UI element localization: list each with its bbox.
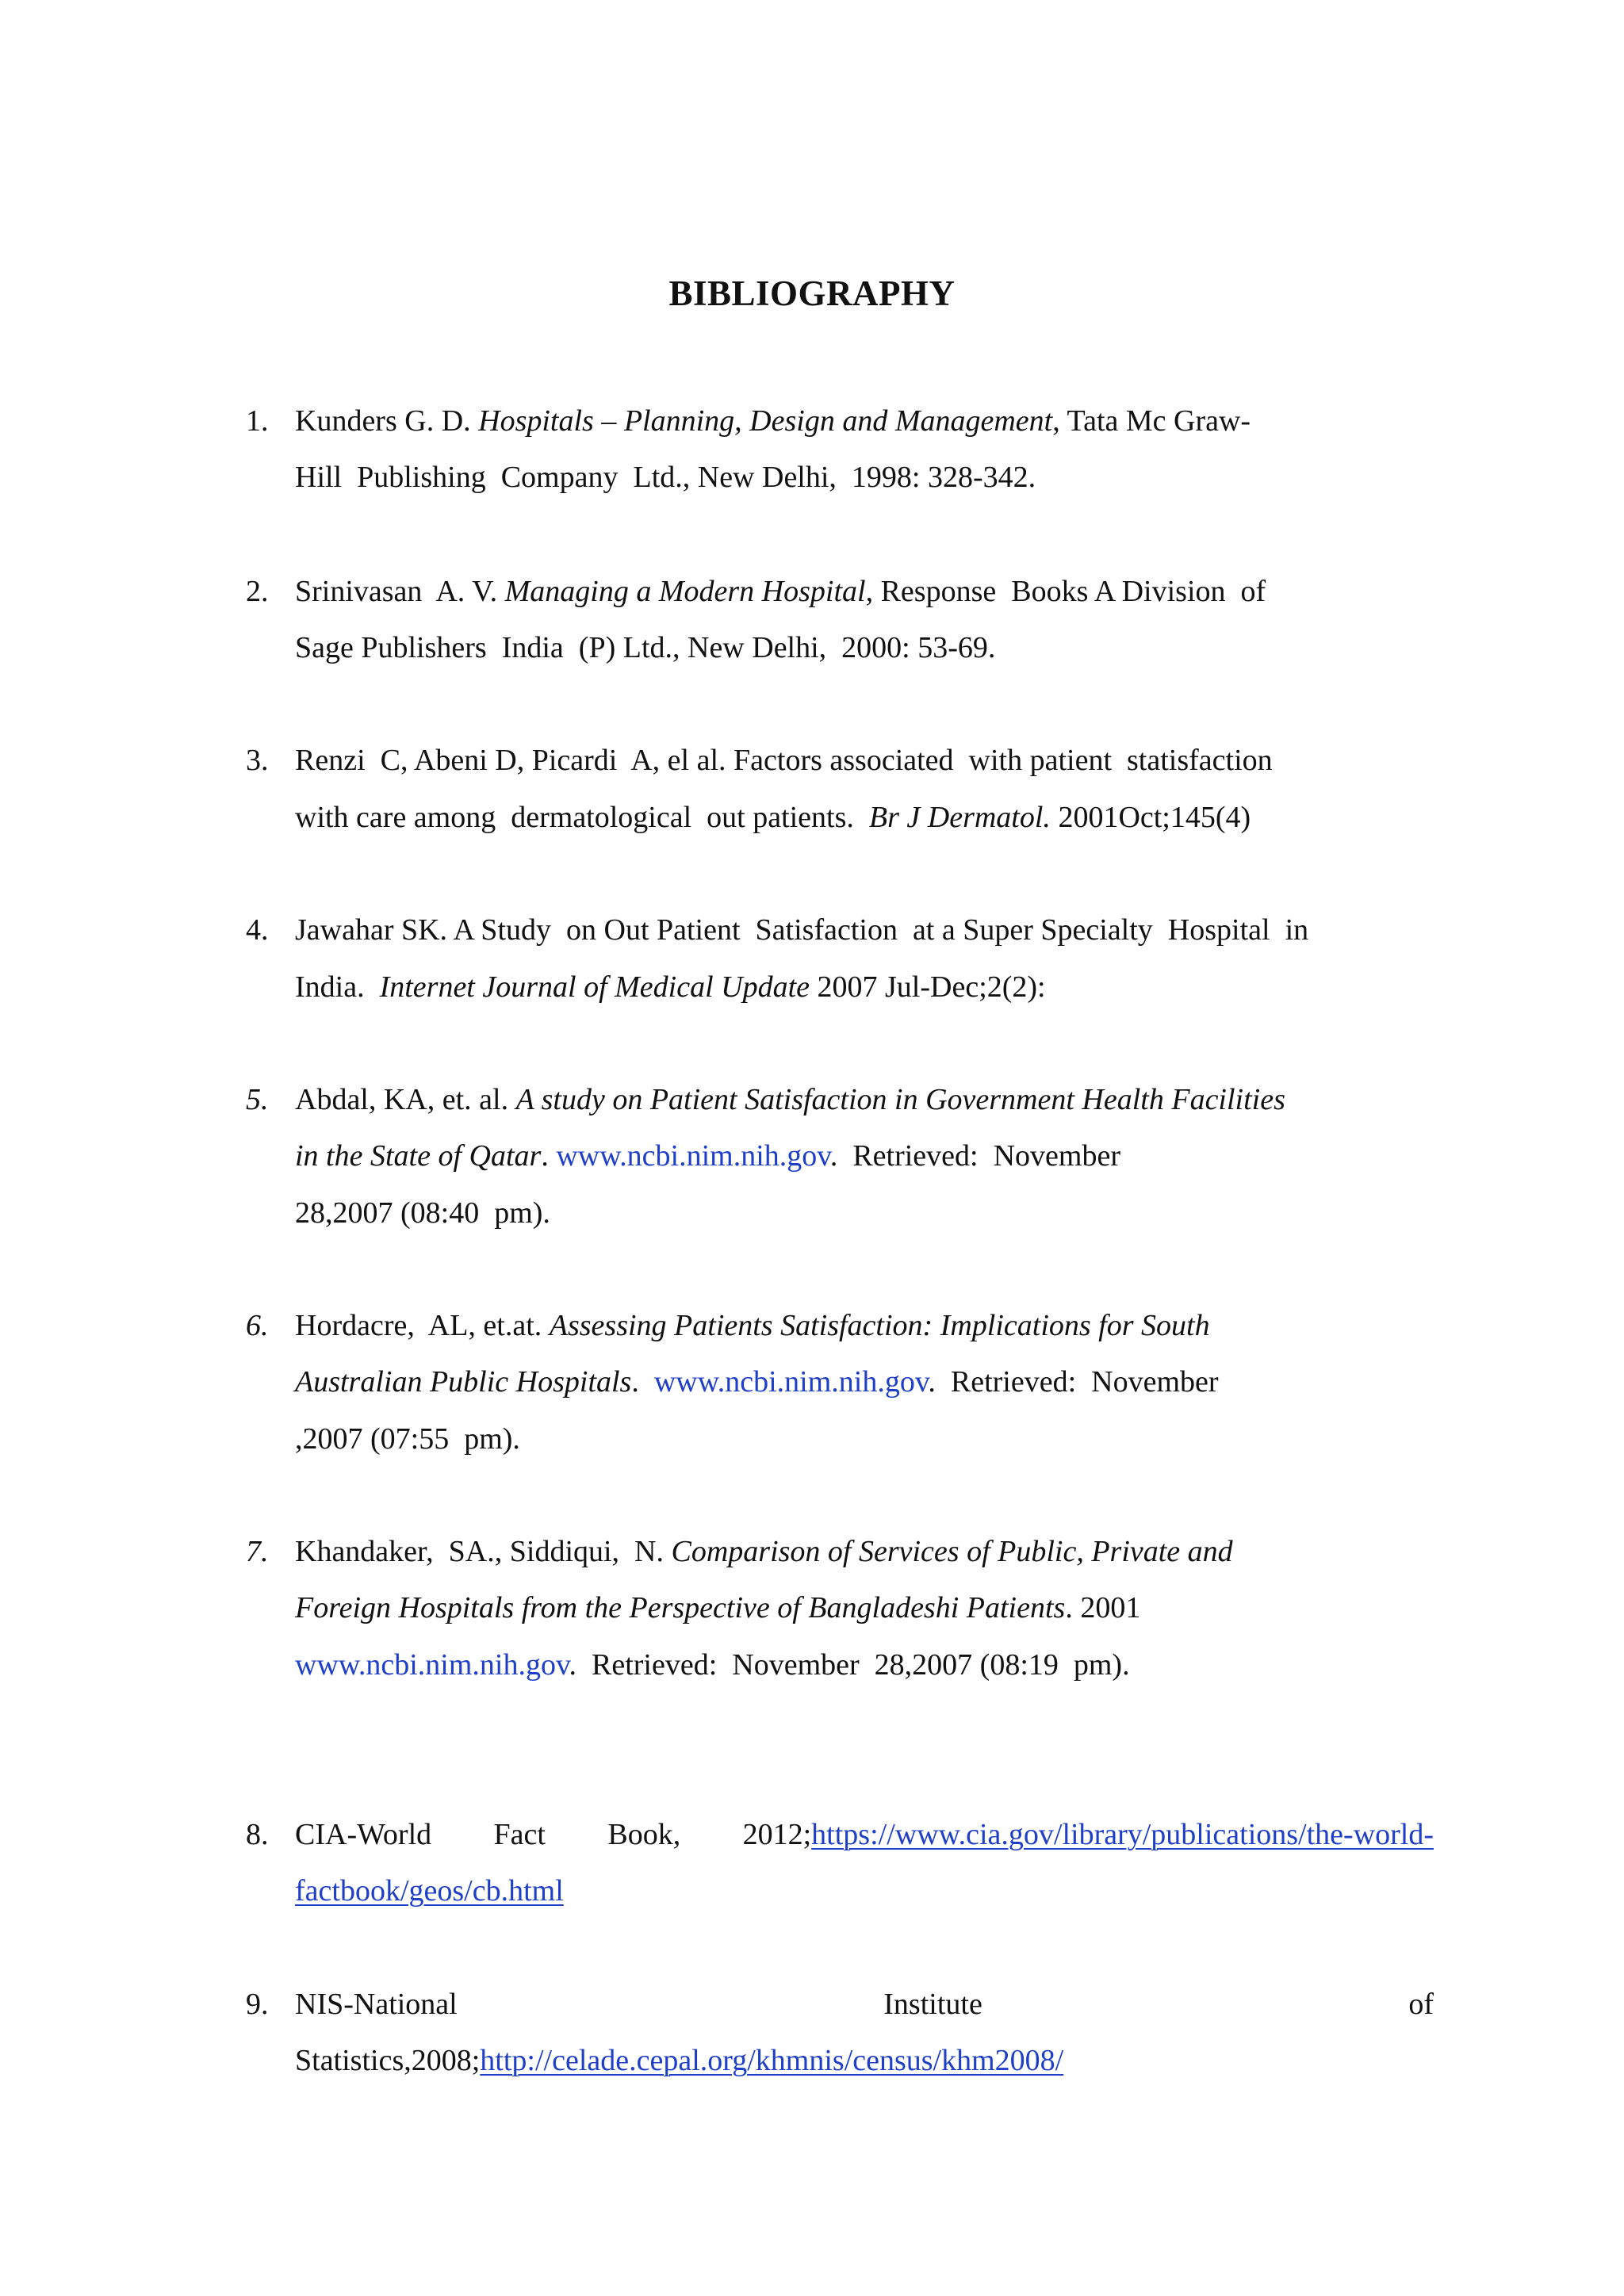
entry-authors: Abdal, KA, et. al. xyxy=(295,1083,509,1116)
entry-number: 8. xyxy=(246,1818,269,1851)
entry-journal: Internet Journal of Medical Update xyxy=(379,970,810,1004)
entry-line: in the State of Qatar. www.ncbi.nim.nih.gov. Retrieved: November xyxy=(295,1139,1120,1173)
entry-text: 2001Oct;145(4) xyxy=(1058,801,1251,834)
entry-word: Fact xyxy=(493,1818,546,1851)
entry-number: 4. xyxy=(246,913,269,947)
entry-line xyxy=(295,1306,1210,1345)
entry-year: 2012; xyxy=(742,1818,812,1851)
entry-title: Hospitals – Planning, Design and Management xyxy=(478,404,1053,438)
entry-title: Australian Public Hospitals xyxy=(295,1365,632,1399)
entry-text: with care among dermatological out patients. xyxy=(295,801,854,834)
entry-retrieved: Retrieved: November xyxy=(950,1365,1219,1399)
entry-number: 1. xyxy=(246,404,269,438)
page-title: BIBLIOGRAPHY xyxy=(668,274,956,313)
entry-line: 28,2007 (08:40 pm). xyxy=(295,1196,550,1230)
entry-number: 3. xyxy=(246,744,269,777)
entry-title: in the State of Qatar xyxy=(295,1139,542,1173)
entry-line: Foreign Hospitals from the Perspective of Bangladeshi Patients. 2001 xyxy=(295,1591,1141,1624)
entry-word: CIA-World xyxy=(295,1818,432,1851)
entry-journal: Br J Dermatol. xyxy=(868,801,1051,834)
entry-line: Sage Publishers India (P) Ltd., New Delhi, 2000: 53-69. xyxy=(295,631,996,664)
entry-retrieved: Retrieved: November 28,2007 (08:19 pm). xyxy=(592,1648,1130,1682)
entry-line xyxy=(295,1984,1434,2024)
entry-title: Comparison of Services of Public, Private and xyxy=(671,1535,1233,1568)
entry-word: Institute xyxy=(883,1988,982,2021)
entry-line xyxy=(295,1080,1285,1119)
entry-line: www.ncbi.nim.nih.gov. Retrieved: November 28,2007 (08:19 pm). xyxy=(295,1648,1130,1682)
entry-link[interactable]: factbook/geos/cb.html xyxy=(295,1874,564,1908)
entry-link[interactable]: https://www.cia.gov/library/publications/the-world- xyxy=(811,1818,1434,1851)
entry-number: 2. xyxy=(246,575,269,608)
entry-link[interactable]: www.ncbi.nim.nih.gov xyxy=(295,1648,569,1682)
entry-retrieved: Retrieved: November xyxy=(852,1139,1120,1173)
entry-authors: Kunders G. D. xyxy=(295,404,471,438)
entry-title: Managing a Modern Hospital xyxy=(504,575,866,608)
entry-number: 9. xyxy=(246,1988,269,2021)
entry-line: ,2007 (07:55 pm). xyxy=(295,1422,520,1456)
entry-word: NIS-National xyxy=(295,1988,458,2021)
entry-line xyxy=(295,1815,1434,1854)
entry-line xyxy=(295,2041,1063,2080)
entry-line xyxy=(295,572,1266,611)
entry-word: Book, xyxy=(607,1818,681,1851)
entry-link[interactable]: http://celade.cepal.org/khmnis/census/khm2008/ xyxy=(480,2044,1064,2077)
entry-title: A study on Patient Satisfaction in Government Health Facilities xyxy=(515,1083,1285,1116)
entry-line xyxy=(295,798,1251,837)
entry-text: , Response Books A Division of xyxy=(865,575,1266,608)
entry-text: , Tata Mc Graw- xyxy=(1052,404,1251,438)
entry-line: Jawahar SK. A Study on Out Patient Satisfaction at a Super Specialty Hospital in xyxy=(295,913,1309,947)
entry-word: of xyxy=(1408,1988,1434,2021)
entry-authors: Srinivasan A. V. xyxy=(295,575,498,608)
entry-line xyxy=(295,1532,1233,1571)
entry-text: 2007 Jul-Dec;2(2): xyxy=(817,970,1046,1004)
entry-number: 5. xyxy=(246,1083,269,1116)
entry-line xyxy=(295,967,1046,1007)
entry-text: India. xyxy=(295,970,365,1004)
entry-number: 6. xyxy=(246,1309,269,1342)
entry-link[interactable]: www.ncbi.nim.nih.gov xyxy=(653,1365,929,1399)
entry-line: Australian Public Hospitals. www.ncbi.nim.nih.gov. Retrieved: November xyxy=(295,1365,1219,1399)
entry-line: Renzi C, Abeni D, Picardi A, el al. Factors associated with patient statisfaction xyxy=(295,744,1273,777)
entry-line xyxy=(295,1871,564,1911)
entry-year: 2001 xyxy=(1080,1591,1141,1624)
entry-text: Statistics,2008; xyxy=(295,2044,481,2077)
entry-line xyxy=(295,401,1251,441)
entry-line: Hill Publishing Company Ltd., New Delhi, 1998: 328-342. xyxy=(295,461,1036,494)
entry-authors: Hordacre, AL, et.at. xyxy=(295,1309,542,1342)
entry-link[interactable]: www.ncbi.nim.nih.gov xyxy=(556,1139,830,1173)
entry-number: 7. xyxy=(246,1535,269,1568)
entry-url-line xyxy=(743,1815,1434,1854)
entry-title: Foreign Hospitals from the Perspective of Bangladeshi Patients xyxy=(295,1591,1066,1624)
entry-authors: Khandaker, SA., Siddiqui, N. xyxy=(295,1535,664,1568)
entry-title: Assessing Patients Satisfaction: Implications for South xyxy=(549,1309,1210,1342)
